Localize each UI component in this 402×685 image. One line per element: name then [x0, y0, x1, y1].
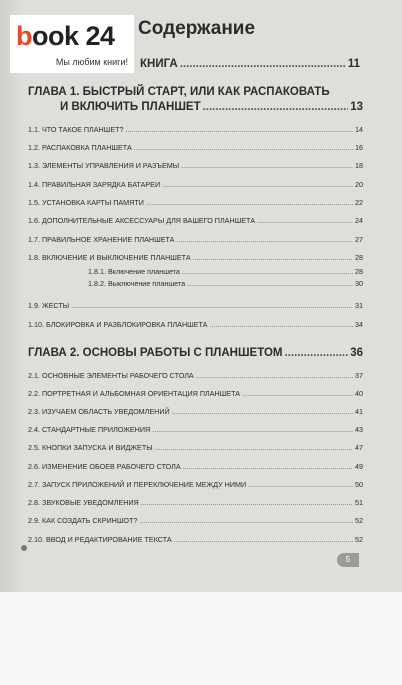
toc-entry-page: 31 — [355, 301, 363, 310]
toc-entry-page: 11 — [347, 58, 360, 70]
toc-entry-label: 2.7. ЗАПУСК ПРИЛОЖЕНИЙ И ПЕРЕКЛЮЧЕНИЕ МЕЖДУ НИМИ — [28, 480, 247, 489]
dot-leader — [284, 347, 348, 359]
toc-entry-page: 34 — [355, 320, 363, 329]
toc-subsection-entry — [88, 279, 363, 288]
toc-entry-page: 16 — [355, 143, 363, 152]
toc-section-entry — [28, 389, 363, 398]
toc-entry-page: 43 — [355, 425, 363, 434]
toc-entry-label: 1.8.2. Выключение планшета — [88, 279, 186, 288]
toc-entry-label: 2.6. ИЗМЕНЕНИЕ ОБОЕВ РАБОЧЕГО СТОЛА — [28, 462, 181, 471]
toc-entry-label: 1.3. ЭЛЕМЕНТЫ УПРАВЛЕНИЯ И РАЗЪЕМЫ — [28, 161, 180, 170]
toc-section-entry — [28, 371, 363, 380]
dot-leader — [141, 498, 353, 507]
dot-leader — [146, 198, 353, 207]
dot-leader — [203, 101, 349, 113]
toc-entry-label: КНИГА — [140, 58, 178, 70]
background-below-page — [0, 592, 402, 685]
dot-leader — [181, 161, 353, 170]
toc-entry-label: 1.5. УСТАНОВКА КАРТЫ ПАМЯТИ — [28, 198, 144, 207]
toc-entry-label: 1.8.1. Включение планшета — [88, 267, 180, 276]
dot-leader — [176, 235, 353, 244]
toc-section-entry — [28, 161, 363, 170]
page-edge-marker — [21, 545, 27, 551]
toc-entry-page: 30 — [355, 279, 363, 288]
dot-leader — [257, 216, 353, 225]
toc-section-entry — [28, 320, 363, 329]
book24-logo — [10, 15, 134, 73]
toc-section-entry — [28, 443, 363, 452]
toc-chapter-page: 36 — [350, 347, 363, 359]
toc-entry-page: 49 — [355, 462, 363, 471]
dot-leader — [139, 516, 353, 525]
toc-section-entry — [28, 480, 363, 489]
toc-section-entry — [28, 253, 363, 262]
toc-entry-label: 1.10. БЛОКИРОВКА И РАЗБЛОКИРОВКА ПЛАНШЕТА — [28, 320, 208, 329]
dot-leader — [193, 253, 353, 262]
toc-section-entry — [28, 462, 363, 471]
toc-entry-page: 28 — [355, 253, 363, 262]
dot-leader — [248, 480, 353, 489]
toc-entry-page: 52 — [355, 535, 363, 544]
toc-entry-page: 50 — [355, 480, 363, 489]
toc-chapter2-entry — [28, 347, 363, 359]
toc-entry-page: 41 — [355, 407, 363, 416]
toc-entry-page: 22 — [355, 198, 363, 207]
toc-entry-label: 2.5. КНОПКИ ЗАПУСКА И ВИДЖЕТЫ — [28, 443, 153, 452]
toc-section-entry — [28, 216, 363, 225]
toc-chapter-page: 13 — [350, 101, 363, 113]
toc-section-entry — [28, 143, 363, 152]
toc-entry-label: 1.8. ВКЛЮЧЕНИЕ И ВЫКЛЮЧЕНИЕ ПЛАНШЕТА — [28, 253, 191, 262]
toc-entry-page: 51 — [355, 498, 363, 507]
toc-chapter-label: ГЛАВА 1. БЫСТРЫЙ СТАРТ, ИЛИ КАК РАСПАКОВАТЬ — [28, 86, 330, 98]
dot-leader — [242, 389, 353, 398]
toc-entry-page: 37 — [355, 371, 363, 380]
toc-section-entry — [28, 498, 363, 507]
toc-entry-label: 2.8. ЗВУКОВЫЕ УВЕДОМЛЕНИЯ — [28, 498, 139, 507]
page-number-tab: 5 — [337, 553, 359, 567]
page-binding-shadow — [0, 0, 22, 592]
toc-chapter1-entry — [60, 101, 363, 113]
toc-section-entry — [28, 301, 363, 310]
logo-wordmark — [16, 21, 115, 52]
toc-entry-page: 52 — [355, 516, 363, 525]
toc-entry-page: 24 — [355, 216, 363, 225]
toc-entry-page: 28 — [355, 267, 363, 276]
toc-section-entry — [28, 516, 363, 525]
toc-entry-page: 27 — [355, 235, 363, 244]
toc-entry-label: 1.1. ЧТО ТАКОЕ ПЛАНШЕТ? — [28, 125, 124, 134]
dot-leader — [180, 58, 346, 70]
dot-leader — [182, 267, 353, 276]
toc-entry-label: 1.9. ЖЕСТЫ — [28, 301, 70, 310]
toc-intro-entry — [140, 58, 360, 70]
toc-entry-page: 20 — [355, 180, 363, 189]
toc-section-entry — [28, 407, 363, 416]
dot-leader — [155, 443, 353, 452]
toc-section-entry — [28, 125, 363, 134]
toc-entry-page: 40 — [355, 389, 363, 398]
toc-entry-label: 2.2. ПОРТРЕТНАЯ И АЛЬБОМНАЯ ОРИЕНТАЦИЯ ПЛАНШЕТА — [28, 389, 241, 398]
toc-subsection-entry — [88, 267, 363, 276]
toc-entry-page: 18 — [355, 161, 363, 170]
dot-leader — [183, 462, 353, 471]
toc-entry-page: 14 — [355, 125, 363, 134]
toc-entry-label: 2.4. СТАНДАРТНЫЕ ПРИЛОЖЕНИЯ — [28, 425, 151, 434]
toc-entry-label: 2.10. ВВОД И РЕДАКТИРОВАНИЕ ТЕКСТА — [28, 535, 172, 544]
toc-entry-label: 1.4. ПРАВИЛЬНАЯ ЗАРЯДКА БАТАРЕИ — [28, 180, 161, 189]
toc-title: Содержание — [138, 18, 256, 39]
toc-section-entry — [28, 180, 363, 189]
toc-section-entry — [28, 235, 363, 244]
dot-leader — [187, 279, 353, 288]
toc-entry-label: 1.7. ПРАВИЛЬНОЕ ХРАНЕНИЕ ПЛАНШЕТА — [28, 235, 175, 244]
toc-section-entry — [28, 425, 363, 434]
toc-section-entry — [28, 198, 363, 207]
dot-leader — [172, 407, 353, 416]
dot-leader — [152, 425, 353, 434]
dot-leader — [134, 143, 353, 152]
dot-leader — [126, 125, 354, 134]
logo-tagline: Мы любим книги! — [55, 57, 128, 67]
toc-chapter-label: И ВКЛЮЧИТЬ ПЛАНШЕТ — [60, 101, 201, 113]
dot-leader — [196, 371, 353, 380]
toc-section-entry — [28, 535, 363, 544]
dot-leader — [162, 180, 353, 189]
toc-entry-label: 2.3. ИЗУЧАЕМ ОБЛАСТЬ УВЕДОМЛЕНИЙ — [28, 407, 170, 416]
toc-entry-label: 2.9. КАК СОЗДАТЬ СКРИНШОТ? — [28, 516, 138, 525]
logo-letter-b: b — [16, 21, 32, 51]
toc-chapter-label: ГЛАВА 2. ОСНОВЫ РАБОТЫ С ПЛАНШЕТОМ — [28, 347, 283, 359]
toc-entry-label: 1.6. ДОПОЛНИТЕЛЬНЫЕ АКСЕССУАРЫ ДЛЯ ВАШЕГО ПЛАНШЕТА — [28, 216, 255, 225]
dot-leader — [209, 320, 353, 329]
toc-entry-label: 2.1. ОСНОВНЫЕ ЭЛЕМЕНТЫ РАБОЧЕГО СТОЛА — [28, 371, 194, 380]
toc-chapter1-line1 — [28, 86, 363, 98]
toc-entry-page: 47 — [355, 443, 363, 452]
toc-entry-label: 1.2. РАСПАКОВКА ПЛАНШЕТА — [28, 143, 132, 152]
logo-text: ook 24 — [32, 21, 115, 51]
dot-leader — [174, 535, 353, 544]
dot-leader — [71, 301, 353, 310]
